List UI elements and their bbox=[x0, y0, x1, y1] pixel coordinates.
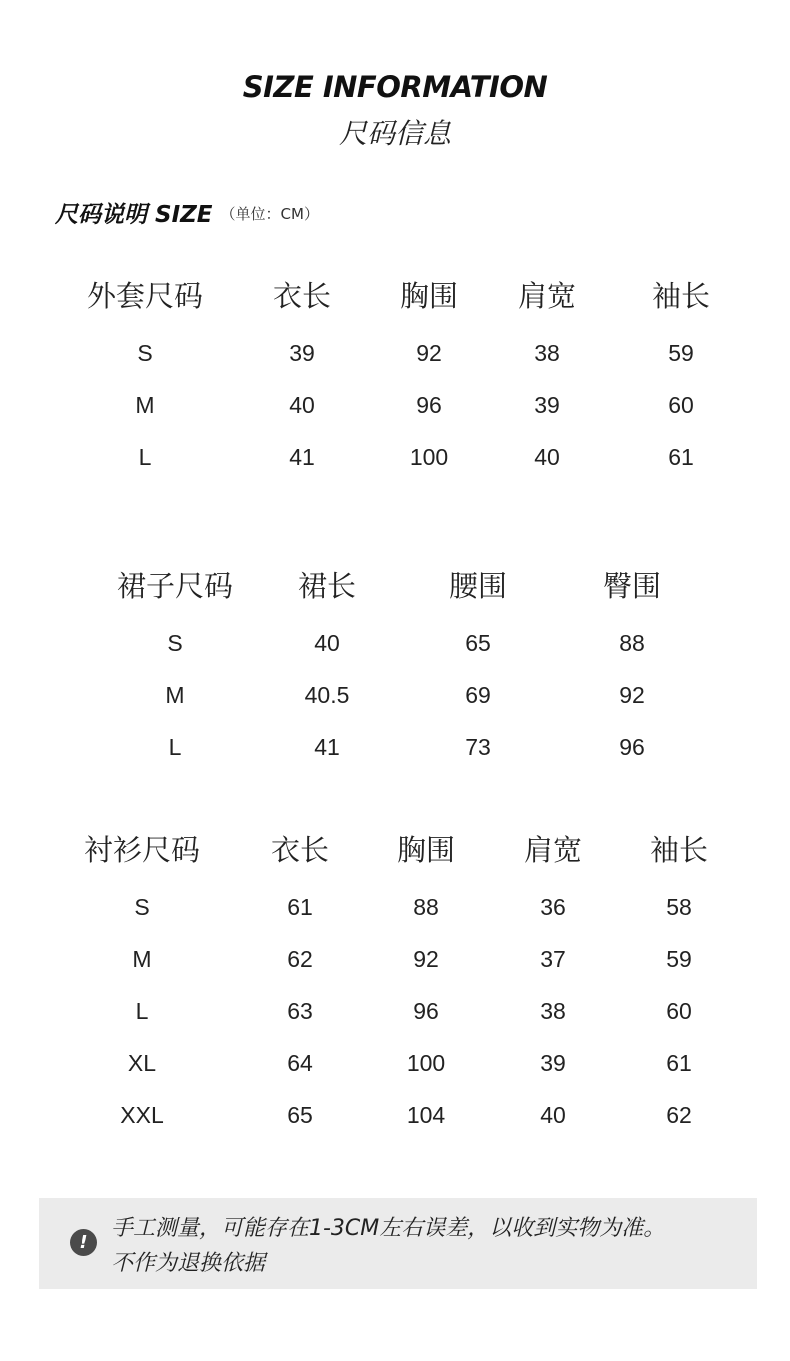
skirt-cell: 92 bbox=[619, 682, 645, 708]
skirt-header-2: 腰围 bbox=[448, 569, 508, 603]
note-line-2: 不作为退换依据 bbox=[111, 1251, 266, 1276]
shirt-header-4: 袖长 bbox=[649, 833, 709, 867]
jacket-cell: S bbox=[137, 340, 153, 366]
shirt-header-0: 衬衫尺码 bbox=[83, 833, 201, 867]
jacket-cell: 60 bbox=[668, 392, 694, 418]
shirt-cell: M bbox=[132, 946, 152, 972]
skirt-cell: 73 bbox=[465, 734, 491, 760]
shirt-cell: 92 bbox=[413, 946, 439, 972]
shirt-cell: 37 bbox=[540, 946, 566, 972]
skirt-cell: 41 bbox=[314, 734, 340, 760]
shirt-cell: XL bbox=[127, 1050, 157, 1076]
shirt-cell: XXL bbox=[120, 1102, 164, 1128]
jacket-header-1: 衣长 bbox=[272, 279, 332, 313]
jacket-cell: M bbox=[135, 392, 155, 418]
shirt-header-1: 衣长 bbox=[270, 833, 330, 867]
skirt-cell: 88 bbox=[619, 630, 645, 656]
shirt-cell: 62 bbox=[287, 946, 313, 972]
skirt-cell: 69 bbox=[465, 682, 491, 708]
shirt-cell: 96 bbox=[413, 998, 439, 1024]
shirt-cell: 61 bbox=[287, 894, 313, 920]
shirt-cell: 39 bbox=[540, 1050, 566, 1076]
jacket-cell: 40 bbox=[289, 392, 315, 418]
shirt-cell: 88 bbox=[413, 894, 439, 920]
jacket-cell: 39 bbox=[534, 392, 560, 418]
shirt-cell: 65 bbox=[287, 1102, 313, 1128]
shirt-cell: 63 bbox=[287, 998, 313, 1024]
skirt-header-3: 臀围 bbox=[602, 569, 662, 603]
jacket-cell: 41 bbox=[289, 444, 315, 470]
shirt-cell: 59 bbox=[666, 946, 692, 972]
skirt-cell: 40.5 bbox=[304, 682, 350, 708]
skirt-cell: S bbox=[167, 630, 183, 656]
shirt-cell: 58 bbox=[666, 894, 692, 920]
shirt-cell: 64 bbox=[287, 1050, 313, 1076]
jacket-header-2: 胸围 bbox=[399, 279, 459, 313]
jacket-header-4: 袖长 bbox=[651, 279, 711, 313]
shirt-cell: 60 bbox=[666, 998, 692, 1024]
jacket-cell: 100 bbox=[409, 444, 449, 470]
jacket-cell: L bbox=[138, 444, 152, 470]
shirt-cell: L bbox=[135, 998, 149, 1024]
jacket-cell: 61 bbox=[668, 444, 694, 470]
jacket-cell: 39 bbox=[289, 340, 315, 366]
shirt-cell: 62 bbox=[666, 1102, 692, 1128]
shirt-cell: 38 bbox=[540, 998, 566, 1024]
exclamation-icon: ! bbox=[70, 1229, 97, 1256]
shirt-cell: 36 bbox=[540, 894, 566, 920]
jacket-cell: 96 bbox=[416, 392, 442, 418]
shirt-cell: 61 bbox=[666, 1050, 692, 1076]
shirt-cell: 104 bbox=[406, 1102, 446, 1128]
shirt-header-2: 胸围 bbox=[396, 833, 456, 867]
skirt-header-0: 裙子尺码 bbox=[116, 569, 234, 603]
skirt-cell: L bbox=[168, 734, 182, 760]
note-line-1: 手工测量，可能存在1-3CM左右误差，以收到实物为准。 bbox=[111, 1216, 666, 1241]
shirt-header-3: 肩宽 bbox=[523, 833, 583, 867]
title-en: SIZE INFORMATION bbox=[242, 70, 548, 104]
jacket-cell: 92 bbox=[416, 340, 442, 366]
unit-label: （单位：CM） bbox=[220, 205, 319, 223]
section-subtitle bbox=[55, 196, 319, 229]
skirt-header-1: 裙长 bbox=[297, 569, 357, 603]
jacket-cell: 40 bbox=[534, 444, 560, 470]
shirt-cell: 100 bbox=[406, 1050, 446, 1076]
jacket-header-3: 肩宽 bbox=[517, 279, 577, 313]
shirt-cell: S bbox=[134, 894, 150, 920]
skirt-cell: M bbox=[165, 682, 185, 708]
shirt-cell: 40 bbox=[540, 1102, 566, 1128]
subtitle-text: 尺码说明 SIZE bbox=[55, 202, 213, 228]
skirt-cell: 96 bbox=[619, 734, 645, 760]
skirt-cell: 40 bbox=[314, 630, 340, 656]
skirt-cell: 65 bbox=[465, 630, 491, 656]
title-cn: 尺码信息 bbox=[338, 117, 451, 150]
jacket-cell: 38 bbox=[534, 340, 560, 366]
jacket-header-0: 外套尺码 bbox=[86, 279, 204, 313]
jacket-cell: 59 bbox=[668, 340, 694, 366]
